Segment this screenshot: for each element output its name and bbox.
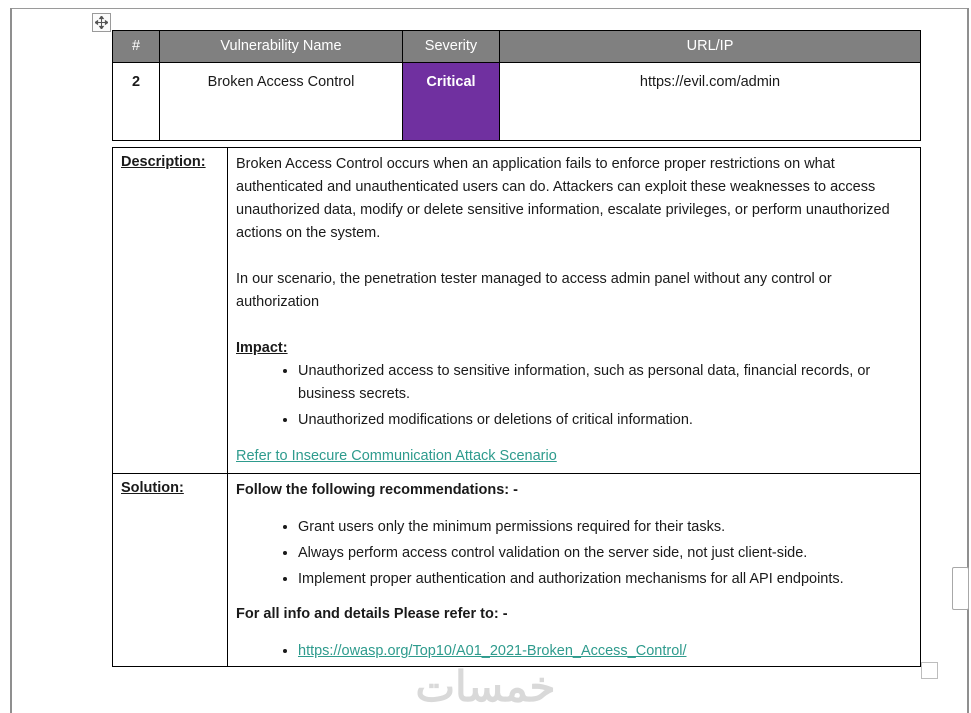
header-severity: Severity (403, 31, 500, 63)
solution-label-cell (113, 474, 228, 667)
severity-badge-cell: Critical (403, 63, 500, 141)
move-icon (95, 16, 108, 29)
cell-number: 2 (113, 63, 160, 141)
header-number: # (113, 31, 160, 63)
owasp-reference-link[interactable]: https://owasp.org/Top10/A01_2021-Broken_Access_Control/ (298, 643, 687, 659)
scenario-link-paragraph (236, 445, 910, 468)
impact-bullet: • Unauthorized access to sensitive information, such as personal data, financial records, or business secrets. (298, 360, 910, 406)
description-paragraph-1: Broken Access Control occurs when an application fails to enforce proper restrictions on what authenticated and unauthenticated users can do. Attackers can exploit these weaknesses to access unauthorized data, modify or delete sensitive information, escalate privileges, or perform unauthorized actions on the system. (236, 156, 890, 241)
solution-intro: Follow the following recommendations: - (236, 482, 518, 498)
header-url-ip: URL/IP (500, 31, 921, 63)
cell-vulnerability-name: Broken Access Control (160, 63, 403, 141)
watermark-text: خمسات (415, 663, 556, 710)
vulnerability-summary-table (112, 30, 921, 141)
page-edge-top (10, 8, 969, 9)
vuln-table-row (113, 63, 921, 141)
solution-label: Solution: (121, 480, 184, 496)
description-content-cell (228, 148, 921, 474)
solution-bullet: • Grant users only the minimum permissions required for their tasks. (298, 516, 910, 539)
insecure-communication-scenario-link[interactable]: Refer to Insecure Communication Attack Scenario (236, 448, 557, 464)
description-label-cell (113, 148, 228, 474)
impact-heading: Impact: (236, 340, 288, 356)
vuln-table-header-row (113, 31, 921, 63)
solution-refer-heading: For all info and details Please refer to: - (236, 606, 508, 622)
impact-bullet-list (236, 360, 910, 432)
description-row (113, 148, 921, 474)
description-paragraph-2: In our scenario, the penetration tester managed to access admin panel without any control or authorization (236, 271, 832, 310)
resize-handle[interactable] (921, 662, 938, 679)
page-edge-left (10, 8, 12, 713)
impact-bullet: • Unauthorized modifications or deletions of critical information. (298, 409, 910, 432)
cell-url-ip: https://evil.com/admin (500, 63, 921, 141)
description-label: Description: (121, 154, 206, 170)
header-vulnerability-name: Vulnerability Name (160, 31, 403, 63)
solution-bullet: • Always perform access control validation on the server side, not just client-side. (298, 542, 910, 565)
solution-link-list (236, 640, 910, 663)
scrollbar-thumb[interactable] (952, 567, 969, 610)
solution-content-cell (228, 474, 921, 667)
table-move-handle[interactable] (92, 13, 111, 32)
solution-link-item (298, 640, 910, 663)
solution-bullet: • Implement proper authentication and authorization mechanisms for all API endpoints. (298, 568, 910, 591)
solution-bullet-list (236, 516, 910, 591)
vulnerability-detail-table (112, 147, 921, 667)
solution-row (113, 474, 921, 667)
